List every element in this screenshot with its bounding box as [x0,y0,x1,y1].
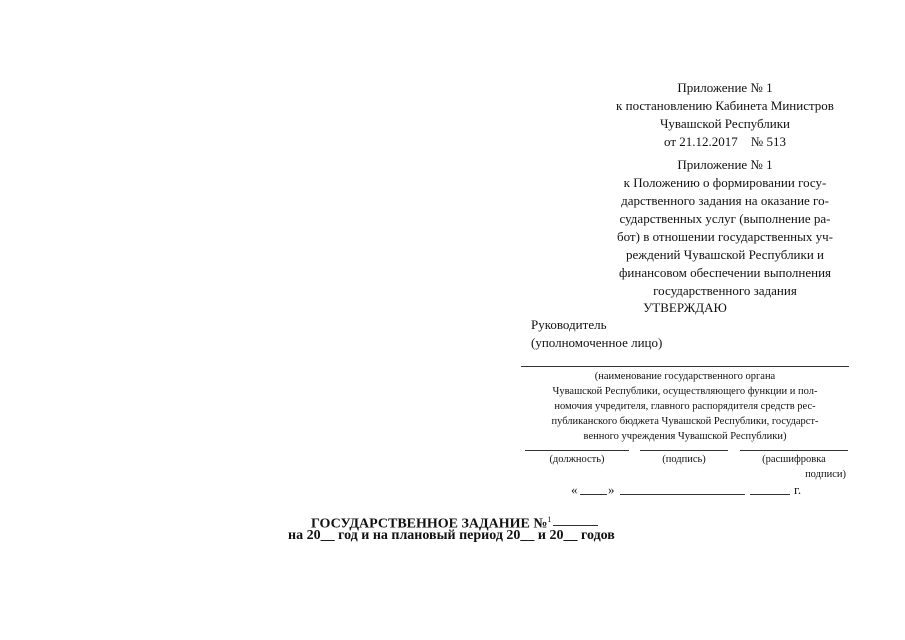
signature-caption: (подпись) [662,454,706,465]
document-number-line [553,525,598,526]
organization-caption-line: номочия учредителя, главного распорядителя средств рес- [554,401,816,412]
appendix-2-line: реждений Чувашской Республики и [625,247,824,262]
appendix-1-date-number: от 21.12.2017 № 513 [664,134,786,149]
appendix-2-line: финансовом обеспечении выполнения [618,265,832,280]
appendix-2-line: государственного задания [653,283,797,298]
appendix-2-title: Приложение № 1 [677,157,773,172]
appendix-1-line-3: Чувашской Республики [659,116,791,131]
authorized-person-label: (уполномоченное лицо) [531,335,663,350]
date-day-line [580,494,607,495]
date-year-line [750,494,790,495]
date-month-line [620,494,745,495]
organization-caption-line: публиканского бюджета Чувашской Республики, государст- [551,416,819,427]
signature-decoding-caption-line-1: (расшифровка [762,454,826,465]
planning-period: на 20__ год и на плановый период 20__ и 20__ годов [288,528,615,543]
head-label: Руководитель [531,317,607,332]
footnote-marker: 1 [547,515,552,524]
position-line [525,450,629,451]
organization-caption-line: Чувашской Республики, осуществляющего функции и пол- [552,386,818,397]
appendix-2-line: сударственных услуг (выполнение ра- [619,211,831,226]
approve-heading: УТВЕРЖДАЮ [643,300,727,315]
date-quote-close: » [608,482,615,497]
position-caption: (должность) [549,454,605,465]
signature-line [640,450,728,451]
appendix-1-header [590,79,860,151]
appendix-2-line: дарственного задания на оказание го- [621,193,829,208]
appendix-2-line: бот) в отношении государственных уч- [616,229,833,244]
signature-decoding-caption-line-2: подписи) [805,469,846,480]
appendix-1-line-2: к постановлению Кабинета Министров [616,98,834,113]
organization-caption [510,369,860,444]
organization-name-line [521,366,849,367]
signature-decoding-caption [740,452,848,482]
document-title-text: ГОСУДАРСТВЕННОЕ ЗАДАНИЕ № [311,516,548,532]
year-suffix: г. [794,482,802,497]
signature-decoding-line [740,450,848,451]
date-quote-open: « [571,482,578,497]
organization-caption-line: венного учреждения Чувашской Республики) [583,431,787,442]
appendix-1-title: Приложение № 1 [677,80,773,95]
appendix-2-line: к Положению о формировании госу- [623,175,827,190]
appendix-2-header [606,156,844,300]
organization-caption-line: (наименование государственного органа [594,371,776,382]
